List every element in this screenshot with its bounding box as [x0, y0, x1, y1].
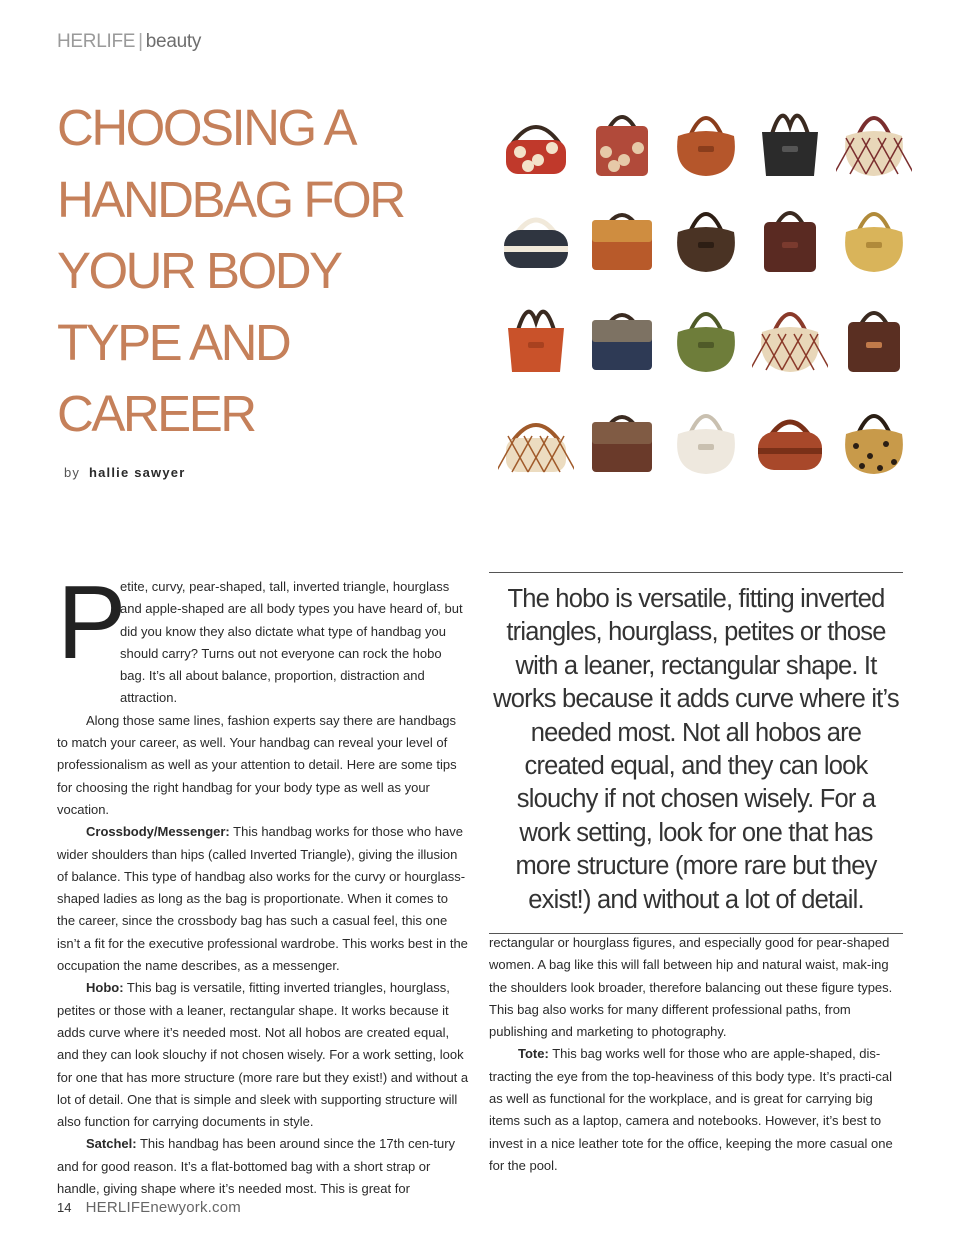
tote-heading: Tote: — [518, 1046, 549, 1062]
handbag-photo — [836, 394, 912, 480]
paragraph-crossbody — [57, 821, 469, 977]
handbag-photo — [668, 394, 744, 480]
title-line-5: CAREER — [57, 385, 255, 442]
title-line-2: HANDBAG FOR — [57, 170, 404, 228]
paragraph-satchel — [57, 1133, 469, 1200]
handbag-photo — [498, 292, 574, 378]
handbag-photo — [836, 96, 912, 182]
byline-prefix: by — [64, 465, 81, 480]
handbag-photo — [668, 192, 744, 278]
section-header — [57, 31, 201, 53]
page-number: 14 — [57, 1200, 72, 1215]
satchel-text: This handbag has been around since the 17th cen-tury and for good reason. It’s a flat-bottomed bag with a short strap or handle, giving shape where it’s needed most. This is great for — [57, 1136, 456, 1197]
handbag-photo — [498, 394, 574, 480]
paragraph-tote — [489, 1043, 904, 1177]
title-line-1: CHOOSING A — [57, 99, 356, 156]
magazine-brand: HERLIFE — [57, 31, 136, 52]
tote-text: This bag works well for those who are apple-shaped, dis-tracting the eye from the top-heaviness of this body type. It’s practi-cal as well as functional for the workplace, and is great for carrying big items such as a laptop, camera and notebooks. However, it’s best to invest in a nice leather tote for the office, keeping the more casual one for the pool. — [489, 1046, 893, 1173]
hobo-heading: Hobo: — [86, 980, 124, 996]
hobo-text: This bag is versatile, fitting inverted triangles, hourglass, petites or those with a leaner, rectangular shape. It works because it adds curve where it’s needed most. Not all hobos are created equal, and they can look slouchy if not chosen wisely. For a work setting, look for one that has more structure (more rare but they exist!) and without a lot of detail. One that is simple and sleek with supporting structure will also function for carrying documents in style. — [57, 980, 469, 1130]
handbag-photo — [498, 192, 574, 278]
handbag-photo — [836, 292, 912, 378]
handbag-photo — [498, 96, 574, 182]
intro-paragraph: etite, curvy, pear-shaped, tall, inverted triangle, hourglass and apple-shaped are all body types you have heard of, but did you know they also dictate what type of handbag you should carry? Turns out not everyone can rock the hobo bag. It’s all about balance, proportion, distraction and attraction. — [120, 579, 463, 706]
handbag-photo — [584, 192, 660, 278]
handbag-photo — [668, 292, 744, 378]
article-column-right — [489, 932, 904, 1177]
title-line-4: TYPE AND — [57, 313, 290, 371]
handbag-photo — [584, 292, 660, 378]
handbag-photo — [752, 394, 828, 480]
author-name: hallie sawyer — [88, 465, 186, 480]
handbag-photo — [752, 192, 828, 278]
handbag-photo-grid — [496, 96, 916, 486]
crossbody-text: This handbag works for those who have wider shoulders than hips (called Inverted Triangle), giving the illusion of balance. This type of handbag also works for the curvy or hourglass-shaped ladies as long as the bag is proportionate. When it comes to the career, since the crossbody bag has such a casual feel, this one isn’t a fit for the executive professional wardrobe. This works best in the occupation the name describes, as a messenger. — [57, 824, 468, 974]
handbag-photo — [752, 96, 828, 182]
handbag-photo — [752, 292, 828, 378]
section-name: beauty — [145, 31, 202, 52]
paragraph-satchel-continued: rectangular or hourglass figures, and especially good for pear-shaped women. A bag like this will fall between hip and natural waist, mak-ing the shoulders look broader, therefore balancing out these figure types. This bag also works for many different professional paths, from publishing and marketing to photography. — [489, 935, 893, 1040]
handbag-photo — [584, 394, 660, 480]
crossbody-heading: Crossbody/Messenger: — [86, 824, 230, 840]
handbag-photo — [836, 192, 912, 278]
paragraph-hobo — [57, 977, 469, 1133]
drop-cap: P — [57, 565, 127, 681]
page-footer — [57, 1199, 241, 1216]
header-separator: | — [138, 31, 143, 52]
article-title — [57, 92, 477, 450]
handbag-photo — [668, 96, 744, 182]
article-column-left — [57, 565, 469, 1200]
satchel-heading: Satchel: — [86, 1136, 137, 1152]
website-link[interactable]: HERLIFEnewyork.com — [85, 1199, 241, 1216]
paragraph-careers: Along those same lines, fashion experts say there are handbags to match your career, as well. Your handbag can reveal your level of professionalism as well as your attention to detail. Here are some tips for choosing the right handbag for your body type as well as your vocation. — [57, 712, 457, 817]
handbag-photo — [584, 96, 660, 182]
pull-quote: The hobo is versatile, fitting inverted triangles, hourglass, petites or those with a leaner, rectangular shape. It works because it adds curve where it’s needed most. Not all hobos are created equal, and they can look slouchy if not chosen wisely. For a work setting, look for one that has more structure (more rare but they exist!) and without a lot of detail. — [489, 572, 903, 934]
byline — [64, 465, 186, 480]
title-line-3: YOUR BODY — [57, 242, 341, 299]
